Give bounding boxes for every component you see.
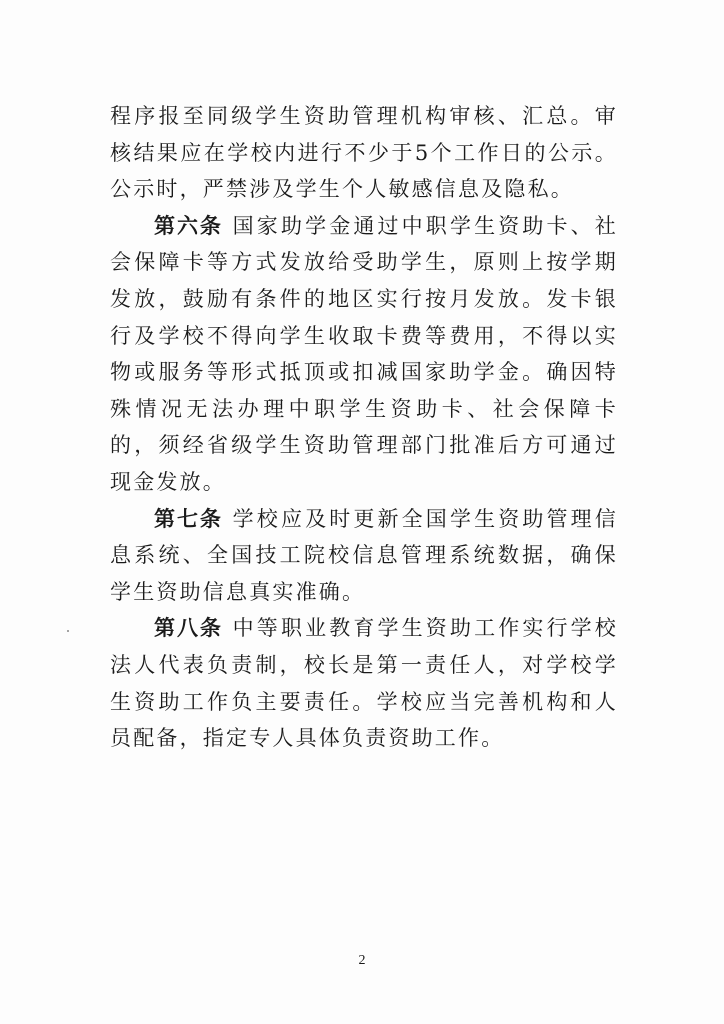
paragraph-article-6: [110, 208, 618, 501]
paragraph-article-7: [110, 501, 618, 611]
paragraph-article-8: [110, 610, 618, 756]
article-number: 第六条: [154, 213, 223, 238]
document-body: [110, 98, 618, 757]
paragraph-text: 中等职业教育学生资助工作实行学校法人代表负责制，校长是第一责任人，对学校学生资助工作负主要责任。学校应当完善机构和人员配备，指定专人具体负责资助工作。: [110, 616, 619, 751]
paragraph-text: 程序报至同级学生资助管理机构审核、汇总。审核结果应在学校内进行不少于5个工作日的公示。公示时，严禁涉及学生个人敏感信息及隐私。: [110, 104, 618, 202]
scan-speck: [67, 630, 69, 632]
paragraph-continuation: [110, 98, 618, 208]
paragraph-text: 学校应及时更新全国学生资助管理信息系统、全国技工院校信息管理系统数据，确保学生资助信息真实准确。: [110, 506, 619, 604]
paragraph-text: 国家助学金通过中职学生资助卡、社会保障卡等方式发放给受助学生，原则上按学期发放，鼓励有条件的地区实行按月发放。发卡银行及学校不得向学生收取卡费等费用，不得以实物或服务等形式抵顶或扣减国家助学金。确因特殊情况无法办理中职学生资助卡、社会保障卡的，须经省级学生资助管理部门批准后方可通过现金发放。: [110, 213, 619, 494]
article-number: 第八条: [154, 616, 223, 641]
article-number: 第七条: [154, 506, 223, 531]
page-number: 2: [358, 953, 366, 968]
